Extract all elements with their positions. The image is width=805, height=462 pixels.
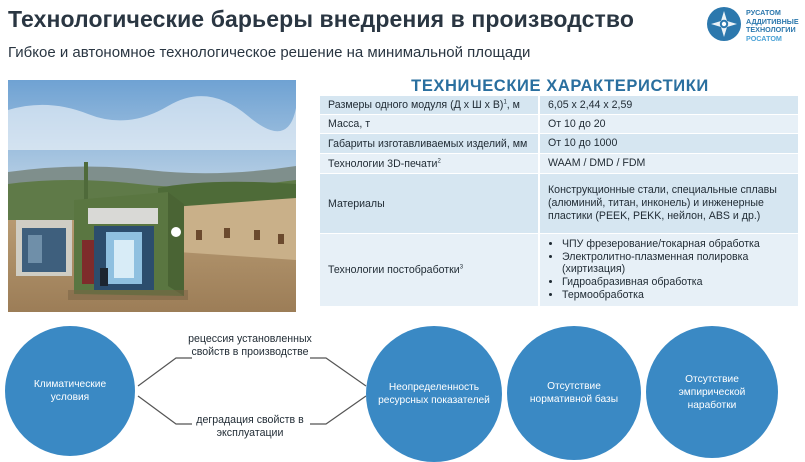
degradation-note: деградация свойств в эксплуатации (196, 414, 304, 440)
spec-label: Материалы (320, 174, 539, 234)
barrier-climate (5, 326, 135, 456)
page-title: Технологические барьеры внедрения в производство (8, 6, 634, 32)
barrier-uncertainty (366, 326, 502, 462)
module-photo (8, 80, 296, 312)
spec-label: Размеры одного модуля (Д х Ш х В)$^1$, м (320, 96, 539, 115)
table-row (320, 96, 798, 115)
spec-value: От 10 до 20 (539, 115, 798, 134)
recession-note: рецессия установленных свойств в производстве (188, 333, 312, 359)
table-row (320, 134, 798, 154)
rosatom-atom-icon (706, 6, 742, 42)
arrow-up-right (310, 358, 366, 386)
company-logo (706, 6, 802, 42)
specs-table (320, 95, 798, 306)
logo-line-3: ТЕХНОЛОГИИ (746, 25, 796, 35)
spec-label: Технологии постобработки$^3$ (320, 234, 539, 306)
page-subtitle: Гибкое и автономное технологическое решение на минимальной площади (8, 44, 531, 61)
logo-line-2: АДДИТИВНЫЕ (746, 16, 799, 26)
spec-value: 6,05 х 2,44 х 2,59 (539, 96, 798, 115)
postprocessing-list (548, 238, 792, 301)
spec-value: Конструкционные стали, специальные сплавы (алюминий, титан, инконель) и инженерные пластики (PEEK, PEKK, нейлон, ABS и др.) (539, 174, 798, 234)
spec-value: WAAM / DMD / FDM (539, 154, 798, 174)
list-item: • Электролитно-плазменная полировка (хиртизация) (562, 251, 792, 276)
list-item: • ЧПУ фрезерование/токарная обработка (562, 238, 792, 251)
barrier-no-standards (507, 326, 641, 460)
spec-label: Технологии 3D-печати$^2$ (320, 154, 539, 174)
table-row (320, 174, 798, 234)
logo-line-1: РУСАТОМ (746, 8, 781, 17)
table-row (320, 154, 798, 174)
barrier-uncertainty-label: Неопределенность ресурсных показателей (378, 382, 490, 406)
barrier-no-experience (646, 326, 778, 458)
barrier-no-standards-label: Отсутствие нормативной базы (529, 381, 619, 405)
spec-value (539, 234, 798, 306)
logo-line-4: РОСАТОМ (746, 33, 782, 43)
spec-label: Габариты изготавливаемых изделий, мм (320, 134, 539, 154)
spec-label: Масса, т (320, 115, 539, 134)
list-item: • Гидроабразивная обработка (562, 276, 792, 289)
table-row (320, 234, 798, 306)
barrier-climate-label: Климатические условия (33, 379, 107, 403)
table-row (320, 115, 798, 134)
list-item: • Термообработка (562, 289, 792, 302)
arrow-up-left (138, 358, 192, 386)
specs-header: ТЕХНИЧЕСКИЕ ХАРАКТЕРИСТИКИ (411, 77, 709, 95)
spec-value: От 10 до 1000 (539, 134, 798, 154)
barrier-no-experience-label: Отсутствие эмпирической наработки (678, 373, 746, 411)
